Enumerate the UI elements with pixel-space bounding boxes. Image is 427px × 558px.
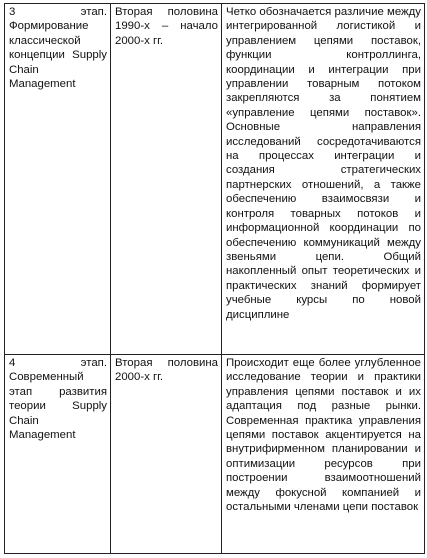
stage-text: 3 этап. Формирование классической концепции Supply Chain Management — [9, 6, 107, 91]
description-cell — [222, 355, 425, 554]
description-text: Четко обозначается различие между интегрированной логистикой и управлением цепями поставок, функции контроллинга, координации и интеграции при управлении товарным потоком закрепляются за понятием «управление цепями поставок». Основные направления исследований сосредотачиваются на процессах интеграции и создания стратегических партнерских отношений, а также обеспечению взаимосвязи и контроля товарных потоков и информационной координации по обеспечению коммуникаций между звеньями цепи. Общий накопленный опыт теоретических и практических знаний формирует учебные курсы по новой дисциплине — [226, 6, 421, 321]
stage-cell — [5, 4, 111, 355]
stages-table — [4, 3, 425, 554]
period-text: Вторая половина 1990-х – начало 2000-х гг. — [115, 6, 218, 47]
period-text: Вторая половина 2000-х гг. — [115, 357, 218, 384]
table-row — [5, 4, 425, 355]
period-cell — [111, 4, 222, 355]
stage-cell — [5, 355, 111, 554]
description-cell — [222, 4, 425, 355]
description-text: Происходит еще более углубленное исследование теории и практики управления цепями поставок и их адаптация под разные рынки. Современная практика управления цепями поставок акцентируется на внутрифирменном планировании и оптимизации ресурсов при построении взаимоотношений между фокусной компанией и остальными членами цепи поставок — [226, 357, 421, 514]
table-row — [5, 355, 425, 554]
stage-text: 4 этап. Современный этап развития теории Supply Chain Management — [9, 357, 107, 442]
period-cell — [111, 355, 222, 554]
